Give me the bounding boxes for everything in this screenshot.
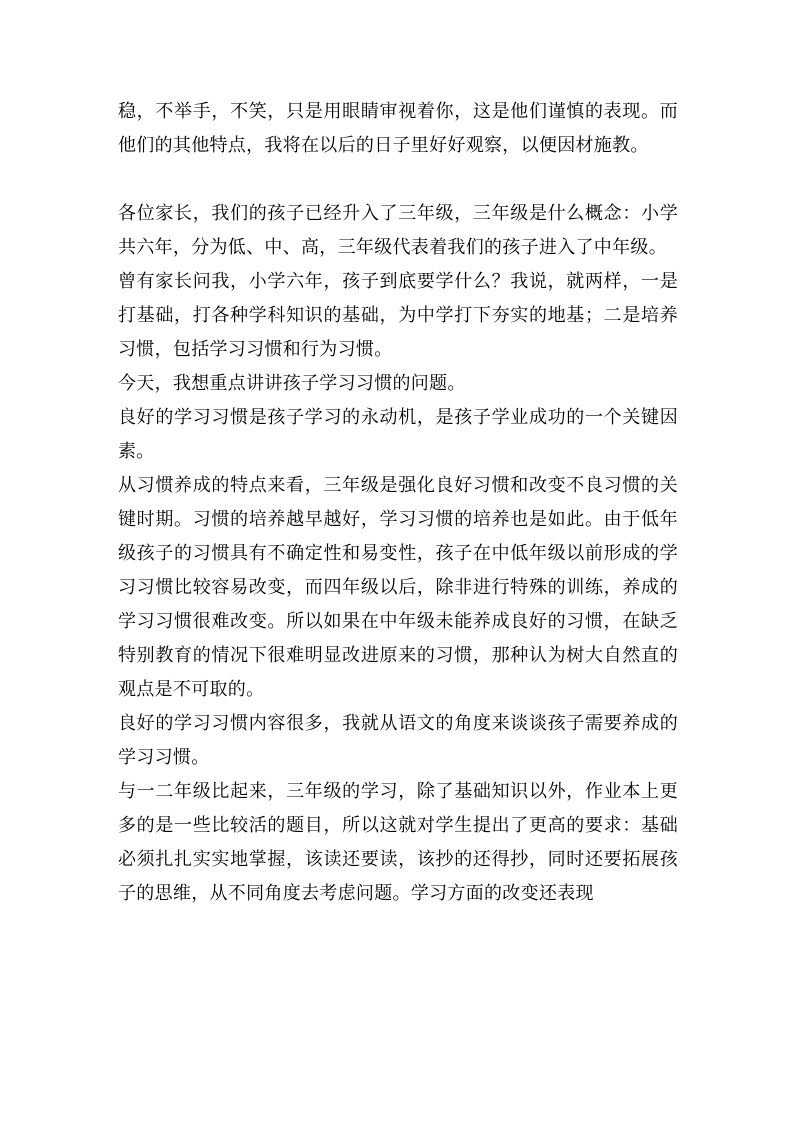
paragraph-1: 稳，不举手，不笑，只是用眼睛审视着你，这是他们谨慎的表现。而他们的其他特点，我将在以后的日子里好好观察，以便因材施教。 bbox=[118, 101, 678, 156]
document-body bbox=[118, 95, 678, 911]
paragraph-7: 良好的学习习惯内容很多，我就从语文的角度来谈谈孩子需要养成的学习习惯。 bbox=[118, 713, 678, 768]
paragraph-3: 曾有家长问我，小学六年，孩子到底要学什么？我说，就两样，一是打基础，打各种学科知识的基础，为中学打下夯实的地基；二是培养习惯，包括学习习惯和行为习惯。 bbox=[118, 271, 678, 360]
paragraph-5: 良好的学习习惯是孩子学习的永动机，是孩子学业成功的一个关键因素。 bbox=[118, 407, 678, 462]
paragraph-6: 从习惯养成的特点来看，三年级是强化良好习惯和改变不良习惯的关键时期。习惯的培养越早越好，学习习惯的培养也是如此。由于低年级孩子的习惯具有不确定性和易变性，孩子在中低年级以前形成的学习习惯比较容易改变，而四年级以后，除非进行特殊的训练，养成的学习习惯很难改变。所以如果在中年级未能养成良好的习惯，在缺乏特别教育的情况下很难明显改进原来的习惯，那种认为树大自然直的观点是不可取的。 bbox=[118, 475, 678, 700]
blank-line bbox=[118, 163, 678, 197]
paragraph-2: 各位家长，我们的孩子已经升入了三年级，三年级是什么概念：小学共六年，分为低、中、高，三年级代表着我们的孩子进入了中年级。 bbox=[118, 203, 678, 258]
paragraph-8: 与一二年级比起来，三年级的学习，除了基础知识以外，作业本上更多的是一些比较活的题目，所以这就对学生提出了更高的要求：基础必须扎扎实实地掌握，该读还要读，该抄的还得抄，同时还要拓展孩子的思维，从不同角度去考虑问题。学习方面的改变还表现 bbox=[118, 781, 678, 904]
paragraph-4: 今天，我想重点讲讲孩子学习习惯的问题。 bbox=[118, 373, 466, 394]
